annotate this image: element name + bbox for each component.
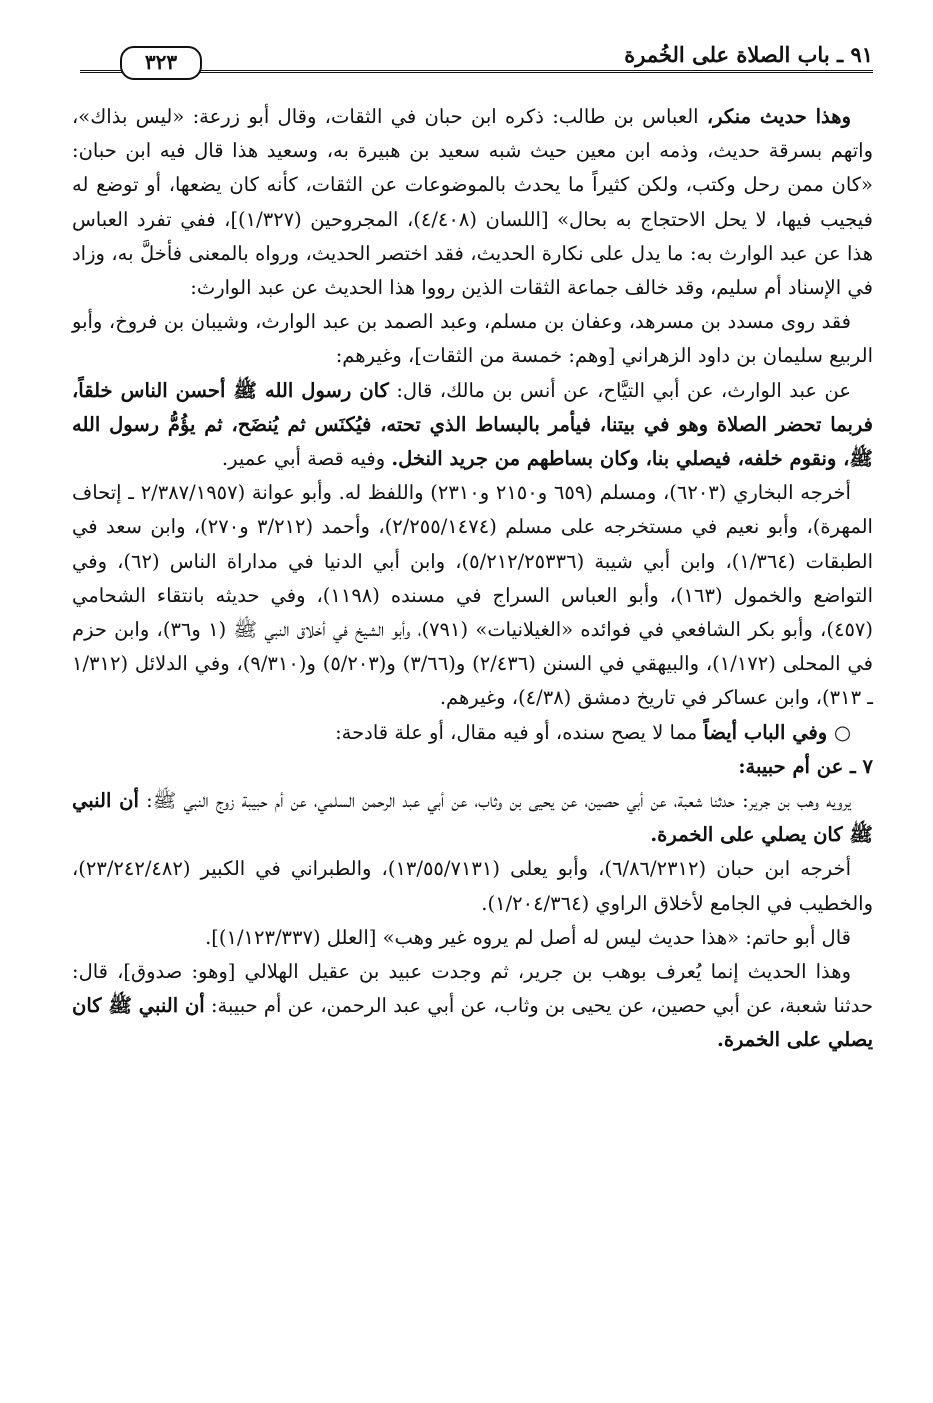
section-heading: ٧ ـ عن أم حبيبة: xyxy=(738,754,873,778)
page-number: ٣٢٣ xyxy=(120,46,202,80)
paragraph-7: أخرجه ابن حبان (٦/٨٦/٢٣١٢)، وأبو يعلى (١٣/٥٥/٧١٣١)، والطبراني في الكبير (٢٣/٢٤٢/٤٨٢)، والخطيب في الجامع لأخلاق الراوي (١/٢٠٤/٣٦٤). xyxy=(72,857,873,915)
page-header xyxy=(80,40,873,80)
paragraph-text: وهذا الحديث إنما يُعرف بوهب بن جرير، ثم وجدت عبيد بن عقيل الهلالي [وهو: صدوق]، قال: حدثنا شعبة، عن أبي حصين، عن يحيى بن وثاب، عن أبي عبد الرحمن، عن أم حبيبة: xyxy=(72,960,873,1018)
paragraph-text: يرويه وهب بن جرير: حدثنا شعبة، عن أبي حصين، عن يحيى بن وثاب، عن أبي عبد الرحمن السلمي، عن أم حبيبة زوج النبي ﷺ: xyxy=(138,789,851,813)
paragraph-9 xyxy=(72,955,873,1058)
paragraph-3 xyxy=(72,374,873,477)
page-body xyxy=(72,100,873,1058)
paragraph-4: أخرجه البخاري (٦٢٠٣)، ومسلم (٦٥٩ و٢١٥٠ و٢٣١٠) واللفظ له. وأبو عوانة (٢/٣٨٧/١٩٥٧ ـ إتحاف المهرة)، وأبو نعيم في مستخرجه على مسلم (٢/٢٥٥/١٤٧٤)، وأحمد (٣/٢١٢ و٢٧٠)، وابن سعد في الطبقات (١/٣٦٤)، وابن أبي شيبة (٥/٢١٢/٢٥٣٣٦)، وابن أبي الدنيا في مداراة الناس (٦٢)، وفي التواضع والخمول (١٦٣)، وأبو العباس السراج في مسنده (١١٩٨)، وفي حديثه بانتقاء الشحامي (٤٥٧)، وأبو بكر الشافعي في فوائده «الغيلانيات» (٧٩١)، وأبو الشيخ في أخلاق النبي ﷺ (١ و٣٦)، وابن حزم في المحلى (١/١٧٢)، والبيهقي في السنن (٢/٤٣٦) و(٣/٦٦) و(٥/٢٠٣) و(٩/٣١٠)، وفي الدلائل (١/٣١٢ ـ ٣١٣)، وابن عساكر في تاريخ دمشق (٤/٣٨)، وغيرهم. xyxy=(72,481,873,710)
paragraph-text: مما لا يصح سنده، أو فيه مقال، أو علة قادحة: xyxy=(335,720,704,744)
paragraph-1 xyxy=(72,100,873,305)
chapter-title: ٩١ ـ باب الصلاة على الخُمرة xyxy=(624,42,873,67)
bold-lead: وهذا حديث منكر، xyxy=(706,105,851,128)
paragraph-text: عن عبد الوارث، عن أبي التيَّاح، عن أنس بن مالك، قال: xyxy=(388,378,851,402)
paragraph-2: فقد روى مسدد بن مسرهد، وعفان بن مسلم، وعبد الصمد بن عبد الوارث، وشيبان بن فروخ، وأبو الربيع سليمان بن داود الزهراني [وهم: خمسة من الثقات]، وغيرهم: xyxy=(72,310,873,368)
paragraph-5 xyxy=(72,716,873,750)
paragraph-text: العباس بن طالب: ذكره ابن حبان في الثقات، وقال أبو زرعة: «ليس بذاك»، واتهم بسرقة حديث، وذمه ابن معين حيث شبه سعيد بن هبيرة به، وسعيد هذا قال فيه ابن حبان: «كان ممن رحل وكتب، ولكن كثيراً ما يحدث بالموضوعات عن الثقات، كأنه كان يضعها، أو توضع له فيجيب فيها، لا يحل الاحتجاج به بحال» [اللسان (٤/٤٠٨)، المجروحين (١/٣٢٧)]، ففي تفرد العباس هذا عن عبد الوارث به: ما يدل على نكارة الحديث، فقد اختصر الحديث، ورواه بالمعنى فأخلَّ به، وزاد في الإسناد أم سليم، وقد خالف جماعة الثقات الذين رووا هذا الحديث عن عبد الوارث: xyxy=(72,105,873,300)
paragraph-text: وفيه قصة أبي عمير. xyxy=(221,447,392,471)
paragraph-6 xyxy=(72,784,873,852)
hadith-text: كان رسول الله ﷺ أحسن الناس خلقاً، فربما تحضر الصلاة وهو في بيتنا، فيأمر بالبساط الذي تحته، فيُكنَس ثم يُنضَح، ثم يؤُمُّ رسول الله ﷺ، ونقوم خلفه، فيصلي بنا، وكان بساطهم من جريد النخل. xyxy=(72,378,873,471)
hadith-text: أن النبي ﷺ كان يصلي على الخمرة. xyxy=(72,789,873,847)
bold-lead: ○ وفي الباب أيضاً xyxy=(703,720,851,744)
paragraph-8: قال أبو حاتم: «هذا حديث ليس له أصل لم يروه غير وهب» [العلل (١/١٢٣/٣٣٧)]. xyxy=(205,925,851,949)
hadith-text: أن النبي ﷺ كان يصلي على الخمرة. xyxy=(72,994,873,1052)
